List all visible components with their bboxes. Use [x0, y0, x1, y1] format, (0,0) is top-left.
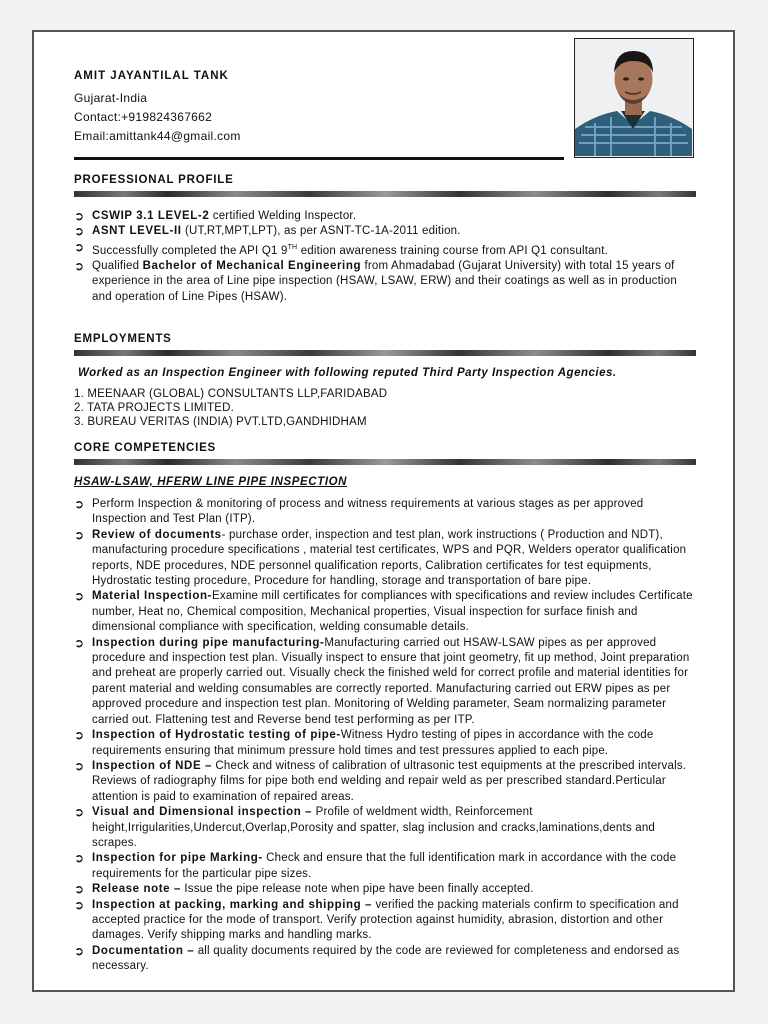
- location: Gujarat-India: [74, 91, 148, 105]
- arrow-bullet-icon: ➲: [74, 527, 85, 542]
- core-subheading: HSAW-LSAW, HFERW LINE PIPE INSPECTION: [74, 476, 348, 488]
- list-item: ➲ Inspection at packing, marking and shipping – verified the packing materials confirm to specification and accepted practice for the mode of transport. Verify protection against humidity, abrasion, distortion and other damages. Verify shipping marks and handling marks.: [74, 897, 679, 942]
- list-item: ➲ Inspection during pipe manufacturing-Manufacturing carried out HSAW-LSAW pipes as per approved procedure and inspection test plan. Visually inspect to ensure that joint geometry, fit up method, Joint preparation and preheat are properly carried out. Visually check the finished weld for correct profile and material identities for parent material and welding consumables are correctly reported. Manufacturing carried out ERW pipes as per approved procedure and inspection test plan. Monitoring of Welding parameter, Seam normalizing parameter carried out. Flattening test and Reverse bend test performing as per ITP.: [74, 635, 690, 726]
- list-item: ➲ Inspection of Hydrostatic testing of pipe-Witness Hydro testing of pipes in accordance with the code requirements ensuring that minimum pressure hold times and test pressures applied to each pipe.: [74, 728, 654, 757]
- employments-heading: EMPLOYMENTS: [74, 333, 172, 345]
- list-item: ➲ ASNT LEVEL-II (UT,RT,MPT,LPT), as per ASNT-TC-1A-2011 edition.: [74, 224, 461, 239]
- arrow-bullet-icon: ➲: [74, 851, 85, 866]
- arrow-bullet-icon: ➲: [74, 589, 85, 604]
- list-item: ➲ Qualified Bachelor of Mechanical Engineering from Ahmadabad (Gujarat University) with total 15 years of experience in the area of Line pipe inspection (HSAW, LSAW, ERW) and their coatings as well as in production and operation of Line Pipes (HSAW).: [74, 259, 677, 303]
- candidate-name: AMIT JAYANTILAL TANK: [74, 70, 229, 82]
- arrow-bullet-icon: ➲: [74, 209, 85, 223]
- list-item: 1. MEENAAR (GLOBAL) CONSULTANTS LLP,FARIDABAD: [74, 388, 388, 400]
- employer-list: [74, 387, 387, 429]
- resume-page: [32, 30, 735, 992]
- list-item: ➲ Perform Inspection & monitoring of process and witness requirements at various stages as per approved Inspection and Test Plan (ITP).: [74, 497, 644, 526]
- arrow-bullet-icon: ➲: [74, 943, 85, 958]
- header-divider: [74, 157, 564, 160]
- section-bar: [74, 191, 696, 197]
- arrow-bullet-icon: ➲: [74, 635, 85, 650]
- list-item: ➲ Release note – Issue the pipe release note when pipe have been finally accepted.: [74, 882, 534, 897]
- list-item: ➲ Successfully completed the API Q1 9TH edition awareness training course from API Q1 consultant.: [74, 239, 609, 257]
- list-item: 3. BUREAU VERITAS (INDIA) PVT.LTD,GANDHIDHAM: [74, 416, 367, 428]
- list-item: ➲ CSWIP 3.1 LEVEL-2 certified Welding Inspector.: [74, 209, 357, 223]
- profile-heading: PROFESSIONAL PROFILE: [74, 174, 234, 186]
- list-item: ➲ Review of documents- purchase order, inspection and test plan, work instructions ( Production and NDT), manufacturing procedure specifications , material test certificates, WPS and PQR, Welders operator qualification reports, NDE procedures, NDE personnel qualification reports, Calibration certificates for test equipments, Hydrostatic testing procedure, Procedure for handling, storage and transportation of bare pipe.: [74, 527, 687, 588]
- list-item: ➲ Documentation – all quality documents required by the code are reviewed for completeness and endorsed as necessary.: [74, 943, 680, 973]
- competency-list: [74, 497, 696, 975]
- arrow-bullet-icon: ➲: [74, 728, 85, 743]
- profile-photo: [574, 38, 694, 158]
- list-item: ➲ Inspection of NDE – Check and witness of calibration of ultrasonic test equipments at the prescribed intervals. Reviews of radiography films for pipe both end welding and repair weld as per prescribed standard.Perticular attention is paid to examination of repaired areas.: [74, 758, 687, 803]
- arrow-bullet-icon: ➲: [74, 882, 85, 897]
- arrow-bullet-icon: ➲: [74, 758, 85, 773]
- section-bar: [74, 350, 696, 356]
- profile-list: [74, 209, 696, 305]
- contact-header: [74, 70, 569, 146]
- employments-lead: Worked as an Inspection Engineer with following reputed Third Party Inspection Agencies.: [78, 367, 617, 379]
- core-heading: CORE COMPETENCIES: [74, 442, 217, 454]
- arrow-bullet-icon: ➲: [74, 897, 85, 912]
- arrow-bullet-icon: ➲: [74, 239, 85, 254]
- arrow-bullet-icon: ➲: [74, 259, 85, 274]
- contact-email: Email:amittank44@gmail.com: [74, 129, 241, 143]
- list-item: ➲ Visual and Dimensional inspection – Profile of weldment width, Reinforcement height,Irrigularities,Undercut,Overlap,Porosity and spatter, slag inclusion and cracks,laminations,dents and scrapes.: [74, 805, 656, 849]
- arrow-bullet-icon: ➲: [74, 805, 85, 820]
- list-item: ➲ Material Inspection-Examine mill certificates for compliances with specifications and review includes Certificate number, Heat no, Chemical composition, Mechanical properties, Visual inspection for surface finish and dimensional compliance with specification, welding consumable details.: [74, 589, 693, 634]
- section-bar: [74, 459, 696, 465]
- list-item: 2. TATA PROJECTS LIMITED.: [74, 402, 235, 414]
- list-item: ➲ Inspection for pipe Marking- Check and ensure that the full identification mark in accordance with the code requirements for the particular pipe sizes.: [74, 851, 677, 880]
- arrow-bullet-icon: ➲: [74, 497, 85, 511]
- arrow-bullet-icon: ➲: [74, 224, 85, 239]
- contact-phone: Contact:+919824367662: [74, 110, 213, 124]
